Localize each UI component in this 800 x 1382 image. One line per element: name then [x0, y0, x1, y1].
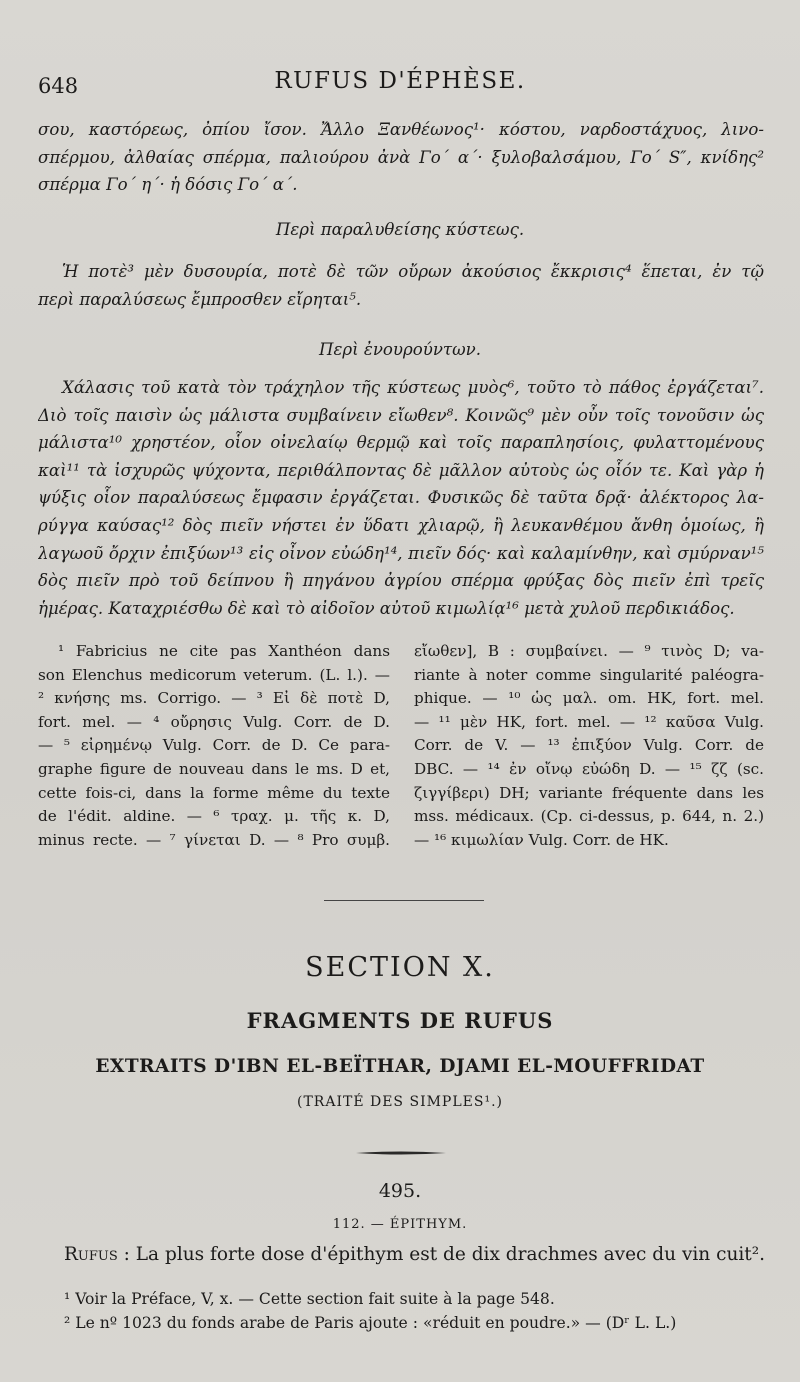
section-source-line: EXTRAITS D'IBN EL-BEÏTHAR, DJAMI EL-MOUFFRIDAT: [95, 1056, 705, 1077]
greek-paragraph-1: [38, 116, 764, 199]
footnotes-right-column: [414, 640, 764, 852]
bottom-footnote: ² Le nº 1023 du fonds arabe de Paris ajoute : «réduit en poudre.» — (Dʳ L. L.): [64, 1314, 677, 1332]
page-number: 648: [38, 74, 79, 98]
entry-text: [64, 1244, 784, 1265]
footnote-line: de l'édit. aldine. — ⁶ τραχ. μ. τῆς κ. D,: [38, 807, 390, 826]
footnote-line: cette fois-ci, dans la forme même du texte: [38, 783, 390, 802]
running-title: RUFUS D'ÉPHÈSE.: [274, 68, 526, 94]
footnote-line: — ¹⁶ κιμωλίαν Vulg. Corr. de HK.: [414, 830, 669, 849]
footnote-line: minus recte. — ⁷ γίνεται D. — ⁸ Pro συμβ.: [38, 830, 390, 849]
entry-heading: 112. — ÉPITHYM.: [332, 1217, 468, 1232]
entry-author: Rufus: [64, 1244, 118, 1265]
section-subtitle: FRAGMENTS DE RUFUS: [246, 1008, 554, 1033]
text-line: Ἡ ποτὲ³ μὲν δυσουρία, ποτὲ δὲ τῶν οὔρων ἀκούσιος ἔκκρισις⁴ ἕπεται, ἐν τῷ: [62, 262, 764, 281]
text-line: σπέρμου, ἀλθαίας σπέρμα, παλιούρου ἀνὰ Γο´ α´· ξυλοβαλσάμου, Γο´ S″, κνίδης²: [38, 147, 764, 167]
greek-paragraph-2: [38, 258, 764, 313]
footnote-line: mss. médicaux. (Cp. ci-dessus, p. 644, n. 2.): [414, 807, 764, 826]
text-line: λαγωοῦ ὄρχιν ἐπιξύων¹³ εἰς οἶνον εὐώδη¹⁴, πιεῖν δός· καὶ καλαμίνθην, καὶ σμύρναν¹⁵: [38, 543, 764, 563]
footnote-line: DBC. — ¹⁴ ἐν οἴνῳ εὐώδη D. — ¹⁵ ζζ (sc.: [414, 759, 764, 778]
footnote-line: riante à noter comme singularité paléogra-: [414, 665, 764, 684]
ornamental-rule: [356, 1150, 446, 1156]
footnote-line: graphe figure de nouveau dans le ms. D et,: [38, 759, 390, 778]
section-heading-enuresis: Περὶ ἐνουρούντων.: [319, 340, 481, 359]
footnote-line: εἴωθεν], B : συμβαίνει. — ⁹ τινὸς D; va-: [414, 642, 764, 660]
footnote-line: ζιγγίβερι) DH; variante fréquente dans les: [414, 783, 764, 802]
text-line: Χάλασις τοῦ κατὰ τὸν τράχηλον τῆς κύστεως μυὸς⁶, τοῦτο τὸ πάθος ἐργάζεται⁷.: [62, 378, 764, 397]
section-heading-paralysed-bladder: Περὶ παραλυθείσης κύστεως.: [275, 220, 525, 239]
greek-paragraph-3: [38, 374, 764, 622]
footnote-line: — ⁵ εἰρημένῳ Vulg. Corr. de D. Ce para-: [38, 736, 390, 755]
running-header: [0, 68, 800, 102]
footnote-line: — ¹¹ μὲν HK, fort. mel. — ¹² καῦσα Vulg.: [414, 712, 764, 731]
footnote-line: ¹ Fabricius ne cite pas Xanthéon dans: [58, 642, 390, 660]
footnote-line: phique. — ¹⁰ ὡς μαλ. om. HK, fort. mel.: [414, 689, 764, 708]
text-line: περὶ παραλύσεως ἔμπροσθεν εἴρηται⁵.: [38, 289, 362, 309]
text-line: καὶ¹¹ τὰ ἰσχυρῶς ψύχοντα, περιθάλποντας δὲ μᾶλλον αὐτοὺς ὡς οἷόν τε. Καὶ γὰρ ἡ: [38, 460, 764, 480]
footnote-line: ² κνήσης ms. Corrigo. — ³ Εἰ δὲ ποτὲ D,: [38, 689, 390, 708]
section-traite-line: (TRAITÉ DES SIMPLES¹.): [297, 1094, 503, 1110]
bottom-footnote: ¹ Voir la Préface, V, x. — Cette section fait suite à la page 548.: [64, 1290, 555, 1308]
entry-number: 495.: [378, 1180, 422, 1202]
footnotes-left-column: [38, 640, 390, 852]
text-line: δὸς πιεῖν πρὸ τοῦ δείπνου ἢ πηγάνου ἀγρίου σπέρμα φρύξας δὸς πιεῖν ἐπὶ τρεῖς: [38, 571, 764, 591]
section-title: SECTION X.: [305, 952, 495, 983]
text-line: Διὸ τοῖς παισὶν ὡς μάλιστα συμβαίνειν εἴωθεν⁸. Κοινῶς⁹ μὲν οὖν τοῖς τονοῦσιν ὡς: [38, 405, 764, 425]
text-line: σου, καστόρεως, ὀπίου ἴσον. Ἄλλο Ξανθέωνος¹· κόστου, ναρδοστάχυος, λινο-: [38, 120, 764, 139]
text-line: ἡμέρας. Καταχριέσθω δὲ καὶ τὸ αἰδοῖον αὐτοῦ κιμωλίᾳ¹⁶ μετὰ χυλοῦ περδικιάδος.: [38, 598, 735, 618]
text-line: ψύξις οἷον παραλύσεως ἔμφασιν ἐργάζεται. Φυσικῶς δὲ ταῦτα δρᾷ· ἀλέκτορος λα-: [38, 488, 764, 508]
entry-body: : La plus forte dose d'épithym est de dix drachmes avec du vin cuit².: [117, 1244, 766, 1265]
footnote-line: son Elenchus medicorum veterum. (L. l.). —: [38, 665, 390, 684]
footnote-line: Corr. de V. — ¹³ ἐπιξύον Vulg. Corr. de: [414, 736, 764, 755]
section-divider-rule: [324, 900, 484, 901]
text-line: ρύγγα καύσας¹² δὸς πιεῖν νήστει ἐν ὕδατι χλιαρῷ, ἢ λευκανθέμου ἄνθη ὁμοίως, ἢ: [38, 515, 764, 535]
text-line: σπέρμα Γο´ η´· ἡ δόσις Γο´ α´.: [38, 175, 298, 195]
text-line: μάλιστα¹⁰ χρηστέον, οἷον οἰνελαίῳ θερμῷ καὶ τοῖς παραπλησίοις, φυλαττομένους: [38, 433, 764, 453]
footnote-line: fort. mel. — ⁴ οὔρησις Vulg. Corr. de D.: [38, 712, 390, 731]
